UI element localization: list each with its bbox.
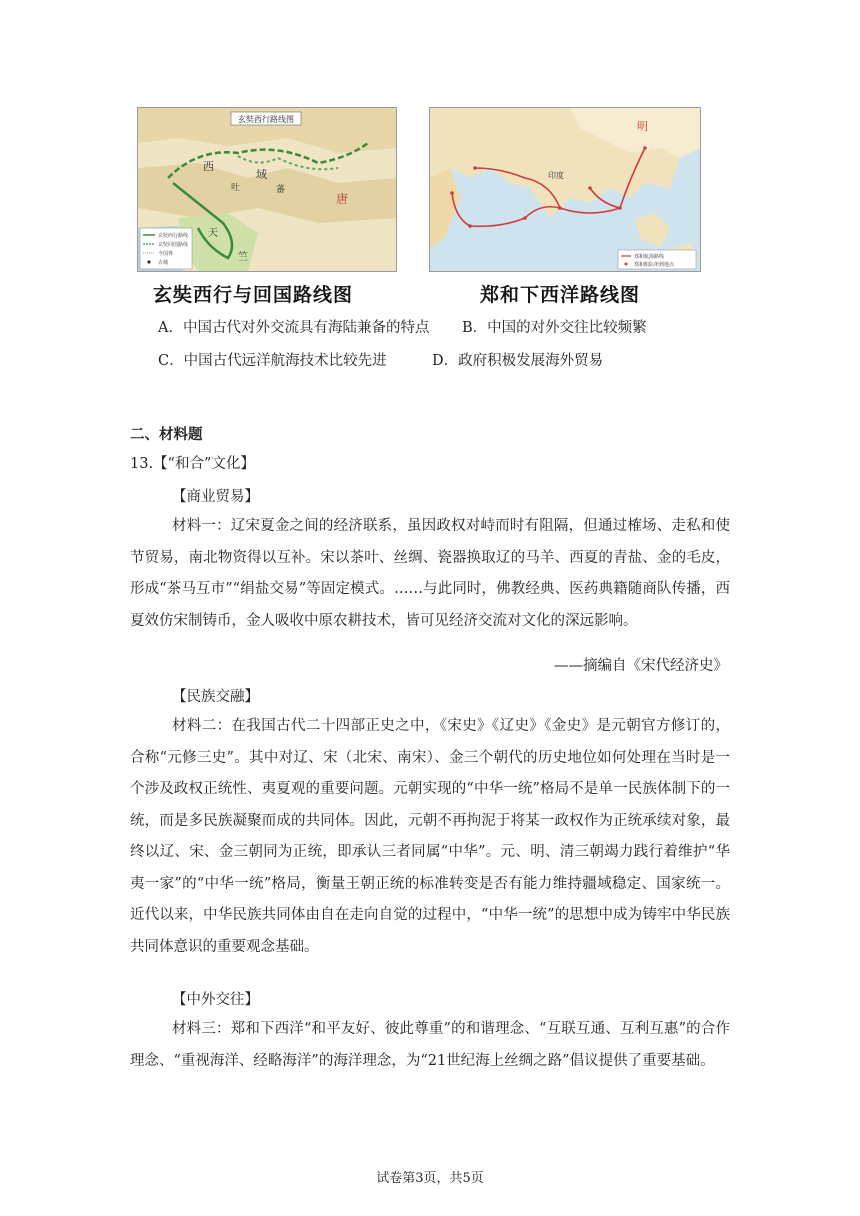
legend-city: 古城 bbox=[158, 260, 169, 266]
zhenghe-voyage-map bbox=[429, 107, 701, 272]
question-13-title: 13.【“和合”文化】 bbox=[130, 456, 255, 472]
legend-visited-places: 郑和船队所到地点 bbox=[634, 262, 675, 268]
map-label-yu: 域 bbox=[256, 168, 267, 181]
map-label-india: 印度 bbox=[548, 171, 564, 180]
tag-commerce: 【商业贸易】 bbox=[172, 489, 259, 505]
section-title: 二、材料题 bbox=[130, 426, 203, 443]
option-b: B．中国的对外交往比较频繁 bbox=[462, 320, 647, 336]
right-map-caption: 郑和下西洋路线图 bbox=[480, 284, 641, 306]
material-three-text: 材料三：郑和下西洋“和平友好、彼此尊重”的和谐理念、“互联互通、互利互惠”的合作理念、“重视海洋、经略海洋”的海洋理念，为“21世纪海上丝绸之路”倡议提供了重要基础。 bbox=[130, 1021, 730, 1069]
map-label-tang: 唐 bbox=[336, 192, 349, 206]
material-two-text: 材料二：在我国古代二十四部正史之中，《宋史》《辽史》《金史》是元朝官方修订的，合称“元修三史”。其中对辽、宋（北宋、南宋）、金三个朝代的历史地位如何处理在当时是一个涉及政权正统性、夷夏观的重要问题。元朝实现的“中华一统”格局不是单一民族体制下的一统，而是多民族凝聚而成的共同体。因此，元朝不再拘泥于将某一政权作为正统承续对象，最终以辽、宋、金三朝同为正统，即承认三者同属“中华”。元、明、清三朝竭力践行着维护“华夷一家”的“中华一统”格局，衡量王朝正统的标准转变是否有能力维持疆域稳定、国家统一。近代以来，中华民族共同体由自在走向自觉的过程中，“中华一统”的思想中成为铸牢中华民族共同体意识的重要观念基础。 bbox=[130, 718, 730, 955]
map-label-tian: 天 bbox=[208, 228, 218, 239]
map-label-zhu: 竺 bbox=[238, 252, 248, 263]
tag-foreign-relations: 【中外交往】 bbox=[172, 992, 259, 1008]
legend-voyage-route: 郑和航海路线 bbox=[634, 254, 665, 260]
legend-border: 今国界 bbox=[158, 251, 174, 257]
map-label-xi: 西 bbox=[203, 160, 214, 173]
legend-xi-route: 玄奘西行路线 bbox=[158, 233, 189, 239]
tag-ethnic-integration: 【民族交融】 bbox=[172, 689, 259, 705]
option-c: C．中国古代远洋航海技术比较先进 bbox=[158, 353, 387, 369]
map-label-ming: 明 bbox=[637, 120, 648, 133]
material-one-text: 材料一：辽宋夏金之间的经济联系，虽因政权对峙而时有阻隔，但通过榷场、走私和使节贸易，南北物资得以互补。宋以茶叶、丝绸、瓷器换取辽的马羊、西夏的青盐、金的毛皮，形成“茶马互市”“绢盐交易”等固定模式。……与此同时，佛教经典、医药典籍随商队传播，西夏效仿宋制铸币，金人吸收中原农耕技术，皆可见经济交流对文化的深远影响。 bbox=[130, 518, 730, 629]
option-d: D．政府积极发展海外贸易 bbox=[432, 353, 604, 369]
xuanzang-map-graphic bbox=[138, 108, 396, 271]
map-label-tu: 吐 bbox=[231, 183, 241, 193]
xuanzang-map-inner-title: 玄奘西行路线图 bbox=[238, 115, 294, 124]
map-label-bo: 蕃 bbox=[276, 185, 286, 195]
zhenghe-map-graphic bbox=[430, 108, 700, 271]
legend-return-route: 玄奘回国路线 bbox=[158, 242, 189, 248]
material-one-source: ——摘编自《宋代经济史》 bbox=[554, 658, 728, 674]
left-map-caption: 玄奘西行与回国路线图 bbox=[153, 284, 354, 306]
option-a: A．中国古代对外交流具有海陆兼备的特点 bbox=[158, 320, 430, 336]
xuanzang-route-map bbox=[137, 107, 397, 272]
page-footer: 试卷第3页，共5页 bbox=[376, 1171, 484, 1186]
